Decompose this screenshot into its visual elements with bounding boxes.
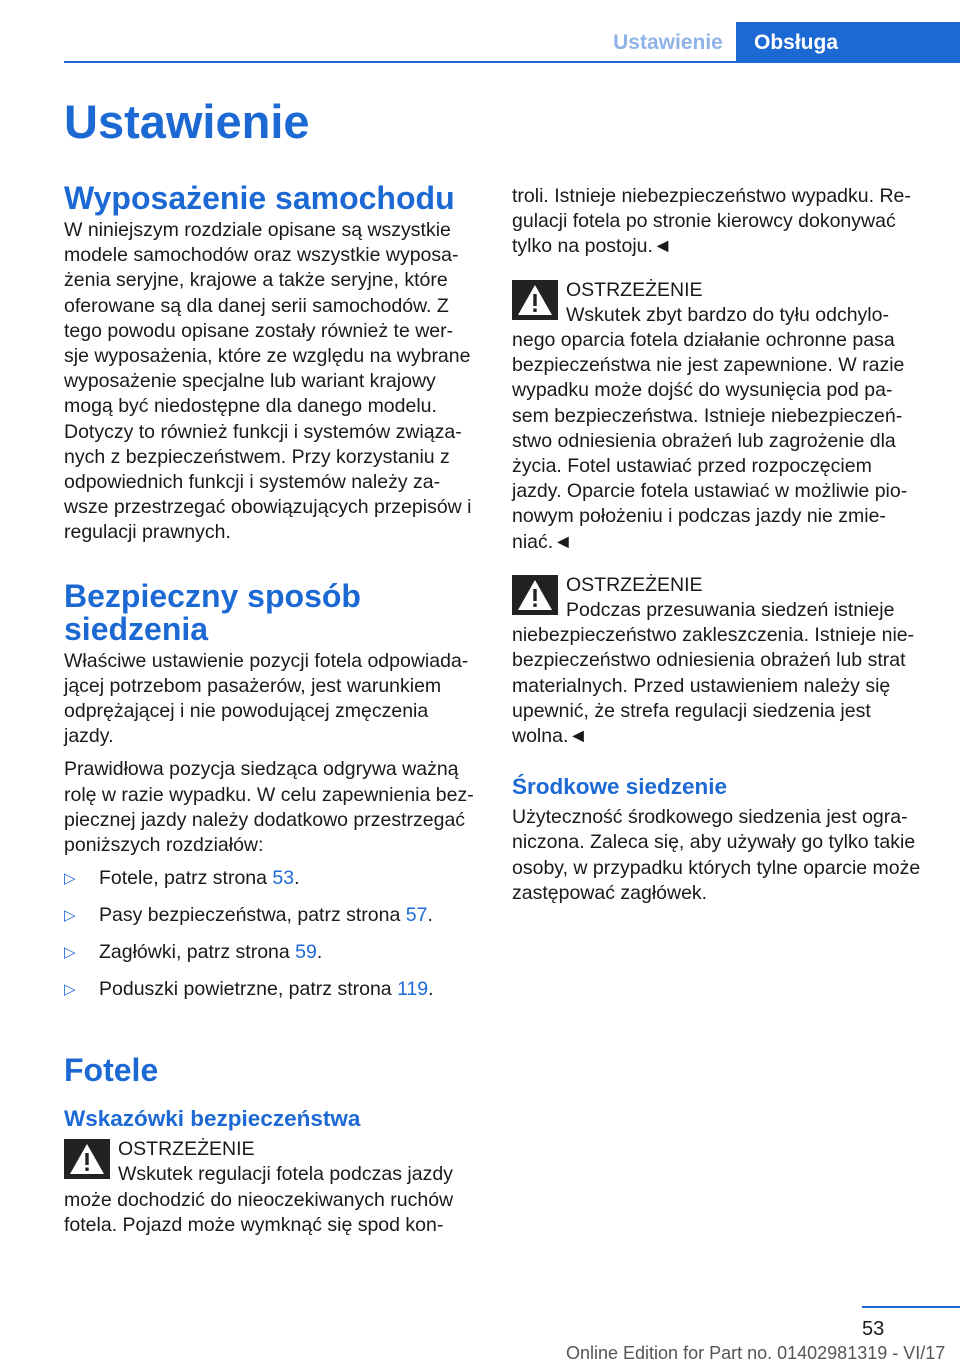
paragraph: Właściwe ustawienie pozycji fotela odpowiada‐jącej potrzebom pasażerów, jest warunkiem odprężającej i nie powodującej zmęczenia jazdy. — [64, 649, 469, 748]
triangle-right-icon: ▷ — [64, 907, 76, 925]
warning-text: Wskutek regulacji fotela podczas jazdy może dochodzić do nieoczekiwanych ruchów fotela. Pojazd może wymknąć się spod kon‐ — [64, 1163, 454, 1236]
warning-text-continued: troli. Istnieje niebezpieczeństwo wypadku. Re‐gulacji fotela po stronie kierowcy dokonywać tylko na postoju.◄ — [512, 185, 911, 258]
section-seats — [64, 1054, 478, 1238]
page-link[interactable]: 57 — [405, 904, 428, 927]
subsection-title: Środkowe siedzenie — [512, 774, 728, 800]
warning-title: OSTRZEŻENIE — [566, 573, 703, 596]
list-item: ▷ Poduszki powietrzne, patrz strona 119. — [64, 978, 434, 1001]
warning-text: Wskutek zbyt bardzo do tyłu odchylo‐nego oparcia fotela działanie ochronne pasa bezpieczeństwa nie jest zapewnione. W razie wypadku może dojść do wysunięcia pod pa‐sem bezpieczeństwa. Istnieje niebezpieczeń‐stwo odniesienia obrażeń lub zagrożenie dla życia. Fotel ustawiać przed rozpoczęciem jazdy. Oparcie fotela ustawiać w możliwie pio‐nowym położeniu i podczas jazdy nie zmie‐niać.◄ — [512, 303, 908, 553]
warning-text: Podczas przesuwania siedzeń istnieje niebezpieczeństwo zakleszczenia. Istnieje nie‐bezpieczeństwo odniesienia obrażeń lub strat materialnych. Przed ustawieniem należy się upewnić, że strefa regulacji siedzenia jest wolna.◄ — [512, 599, 915, 748]
right-column — [512, 184, 926, 914]
header-section-tab[interactable]: Ustawienie — [613, 31, 723, 54]
warning-triangle-icon — [512, 280, 558, 320]
paragraph: Użyteczność środkowego siedzenia jest ogra‐niczona. Zaleca się, aby używały go tylko takie osoby, w przypadku których tylne oparcie może zastępować zagłówek. — [512, 806, 921, 904]
paragraph: Prawidłowa pozycja siedząca odgrywa ważną rolę w razie wypadku. W celu zapewnienia bez‐piecznej jazdy należy dodatkowo przestrzegać poniższych rozdziałów: — [64, 758, 474, 857]
warning-triangle-icon — [512, 575, 558, 615]
section-safe-seating — [64, 577, 478, 1015]
section-middle-seat — [512, 773, 926, 906]
page-number: 53 — [862, 1318, 885, 1340]
warning-box — [512, 278, 926, 555]
paragraph: W niniejszym rozdziale opisane są wszystkie modele samochodów oraz wszystkie wyposa‐żenia seryjne, krajowe a także seryjne, które oferowane są dla danej serii samochodów. Z tego powodu opisane zostały również te wer‐sje wyposażenia, które ze względu na wybrane wyposażenie specjalne lub wariant krajowy mogą być niedostępne dla danego modelu. Dotyczy to również funkcji i systemów związa‐nych z bezpieczeństwem. Przy korzystaniu z odpowiednich funkcji i systemów należy za‐wsze przestrzegać obowiązujących przepisów i regulacji prawnych. — [64, 219, 472, 544]
list-item: ▷ Pasy bezpieczeństwa, patrz strona 57. — [64, 904, 433, 927]
triangle-right-icon: ▷ — [64, 870, 76, 888]
warning-triangle-icon — [64, 1139, 110, 1179]
section-title: Wyposażenie samochodu — [64, 180, 455, 216]
left-column — [64, 182, 478, 1246]
triangle-right-icon: ▷ — [64, 944, 76, 962]
page-link[interactable]: 53 — [272, 867, 295, 890]
list-item: ▷ Zagłówki, patrz strona 59. — [64, 941, 323, 964]
warning-title: OSTRZEŻENIE — [566, 278, 703, 301]
page-title: Ustawienie — [64, 95, 310, 148]
warning-title: OSTRZEŻENIE — [118, 1138, 255, 1161]
footer-rule — [862, 1306, 960, 1308]
page-link[interactable]: 59 — [295, 941, 317, 964]
header-chapter-tab[interactable]: Obsługa — [736, 22, 960, 62]
warning-box — [512, 573, 926, 749]
section-title: Bezpieczny sposób siedzenia — [64, 577, 361, 647]
subsection-title: Wskazówki bezpieczeństwa — [64, 1106, 361, 1132]
section-title: Fotele — [64, 1052, 159, 1089]
reference-list — [64, 866, 478, 1014]
page-link[interactable]: 119 — [397, 978, 429, 1001]
edition-watermark: Online Edition for Part no. 01402981319 - VI/17 — [566, 1343, 946, 1363]
triangle-right-icon: ▷ — [64, 981, 76, 999]
warning-box — [64, 1137, 478, 1238]
list-item: ▷ Fotele, patrz strona 53. — [64, 867, 300, 890]
section-vehicle-equipment — [64, 182, 478, 546]
